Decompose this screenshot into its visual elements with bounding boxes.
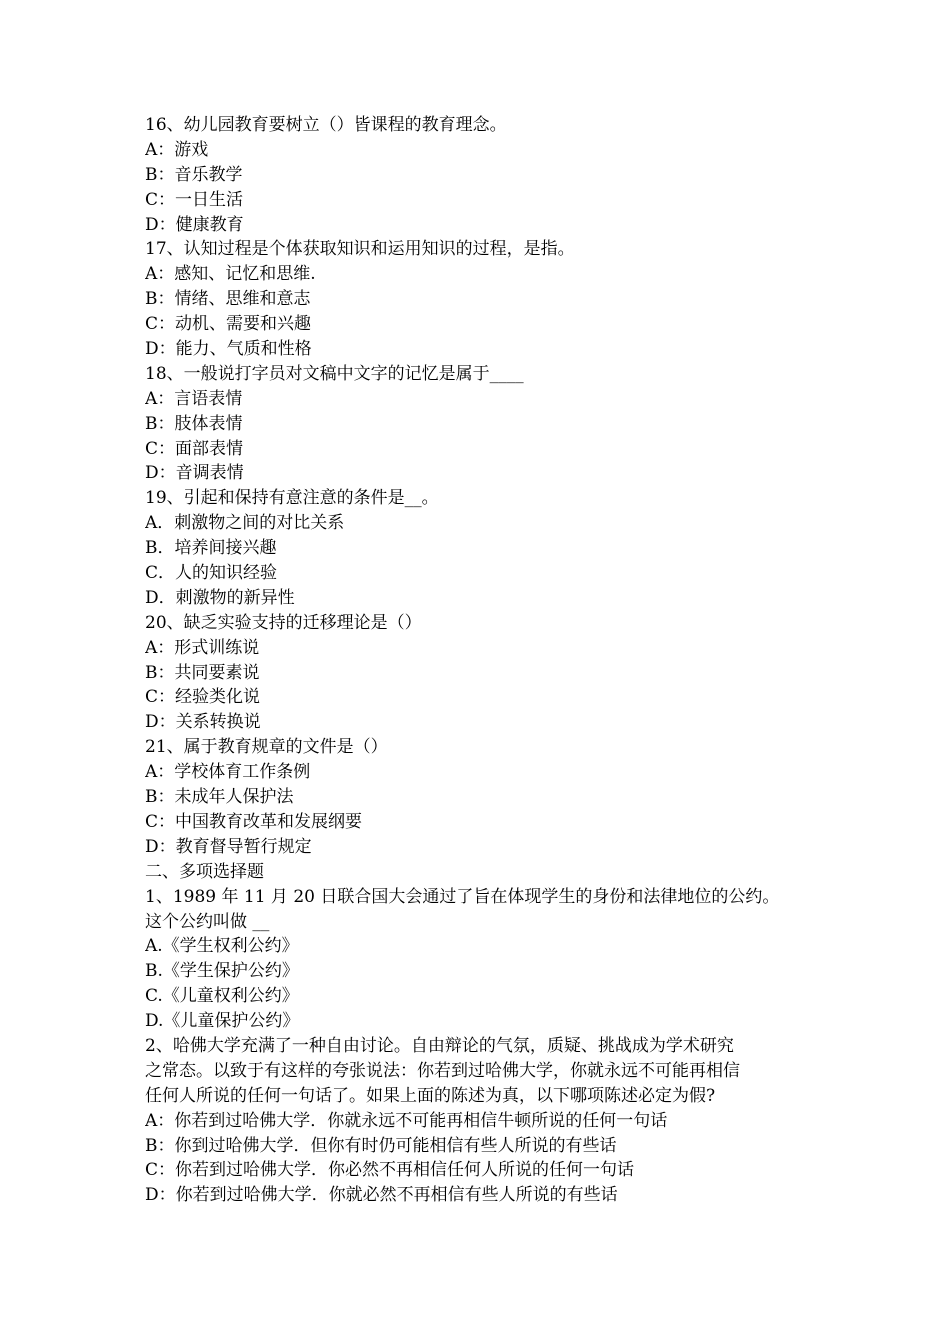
question-20-option-a: A：形式训练说 xyxy=(145,637,260,658)
document-page xyxy=(145,113,825,1208)
question-17-option-d: D：能力、气质和性格 xyxy=(145,339,312,360)
question-16-option-b: B：音乐教学 xyxy=(145,164,243,185)
question-18-option-c: C：面部表情 xyxy=(145,438,244,459)
multi-question-1-option-c: C.《儿童权利公约》 xyxy=(145,986,299,1007)
question-16-option-a: A：游戏 xyxy=(145,139,209,160)
question-16-option-c: C：一日生活 xyxy=(145,189,244,210)
question-16-stem: 16、幼儿园教育要树立（）皆课程的教育理念。 xyxy=(145,115,507,135)
question-20-option-b: B：共同要素说 xyxy=(145,662,260,683)
question-21-option-a: A：学校体育工作条例 xyxy=(145,762,311,783)
question-17-stem: 17、认知过程是个体获取知识和运用知识的过程，是指。 xyxy=(145,239,575,260)
question-19-option-d: D．刺激物的新异性 xyxy=(145,587,295,608)
question-18-option-b: B：肢体表情 xyxy=(145,413,243,434)
question-21-option-d: D：教育督导暂行规定 xyxy=(145,836,312,857)
question-18-stem: 18、一般说打字员对文稿中文字的记忆是属于____ xyxy=(145,363,524,384)
question-17-option-b: B：情绪、思维和意志 xyxy=(145,289,311,310)
multi-question-2-stem: 2、哈佛大学充满了一种自由讨论。自由辩论的气氛，质疑、挑战成为学术研究 xyxy=(145,1035,734,1056)
question-20-option-d: D：关系转换说 xyxy=(145,712,261,733)
question-19-stem: 19、引起和保持有意注意的条件是__。 xyxy=(145,488,439,509)
multi-question-2-option-c: C：你若到过哈佛大学．你必然不再相信任何人所说的任何一句话 xyxy=(145,1160,635,1181)
section-heading: 二、多项选择题 xyxy=(145,861,264,882)
multi-question-1-option-a: A.《学生权利公约》 xyxy=(145,936,299,957)
multi-question-1-option-b: B.《学生保护公约》 xyxy=(145,961,299,982)
question-21-option-c: C：中国教育改革和发展纲要 xyxy=(145,811,363,832)
question-21-option-b: B：未成年人保护法 xyxy=(145,787,294,808)
question-17-option-a: A：感知、记忆和思维. xyxy=(145,264,316,285)
question-19-option-b: B．培养间接兴趣 xyxy=(145,538,277,559)
question-18-option-d: D：音调表情 xyxy=(145,463,244,484)
multi-question-1-stem-cont: 这个公约叫做 __ xyxy=(145,911,270,932)
question-20-stem: 20、缺乏实验支持的迁移理论是（） xyxy=(145,612,422,633)
multi-question-2-option-a: A：你若到过哈佛大学．你就永远不可能再相信牛顿所说的任何一句话 xyxy=(145,1110,668,1131)
multi-question-2-option-b: B：你到过哈佛大学．但你有时仍可能相信有些人所说的有些话 xyxy=(145,1135,617,1156)
multi-question-2-option-d: D：你若到过哈佛大学．你就必然不再相信有些人所说的有些话 xyxy=(145,1185,618,1206)
multi-question-2-stem-cont: 任何人所说的任何一句话了。如果上面的陈述为真，以下哪项陈述必定为假? xyxy=(145,1085,716,1106)
multi-question-1-stem: 1、1989 年 11 月 20 日联合国大会通过了旨在体现学生的身份和法律地位的公约。 xyxy=(145,886,780,907)
multi-question-2-stem-cont: 之常态。以致于有这样的夸张说法：你若到过哈佛大学，你就永远不可能再相信 xyxy=(145,1060,740,1081)
question-19-option-a: A．刺激物之间的对比关系 xyxy=(145,513,345,534)
question-20-option-c: C：经验类化说 xyxy=(145,687,261,708)
question-17-option-c: C：动机、需要和兴趣 xyxy=(145,314,312,335)
question-19-option-c: C．人的知识经验 xyxy=(145,563,278,584)
multi-question-1-option-d: D.《儿童保护公约》 xyxy=(145,1011,300,1032)
question-21-stem: 21、属于教育规章的文件是（） xyxy=(145,737,388,758)
question-18-option-a: A：言语表情 xyxy=(145,388,243,409)
question-16-option-d: D：健康教育 xyxy=(145,214,244,235)
